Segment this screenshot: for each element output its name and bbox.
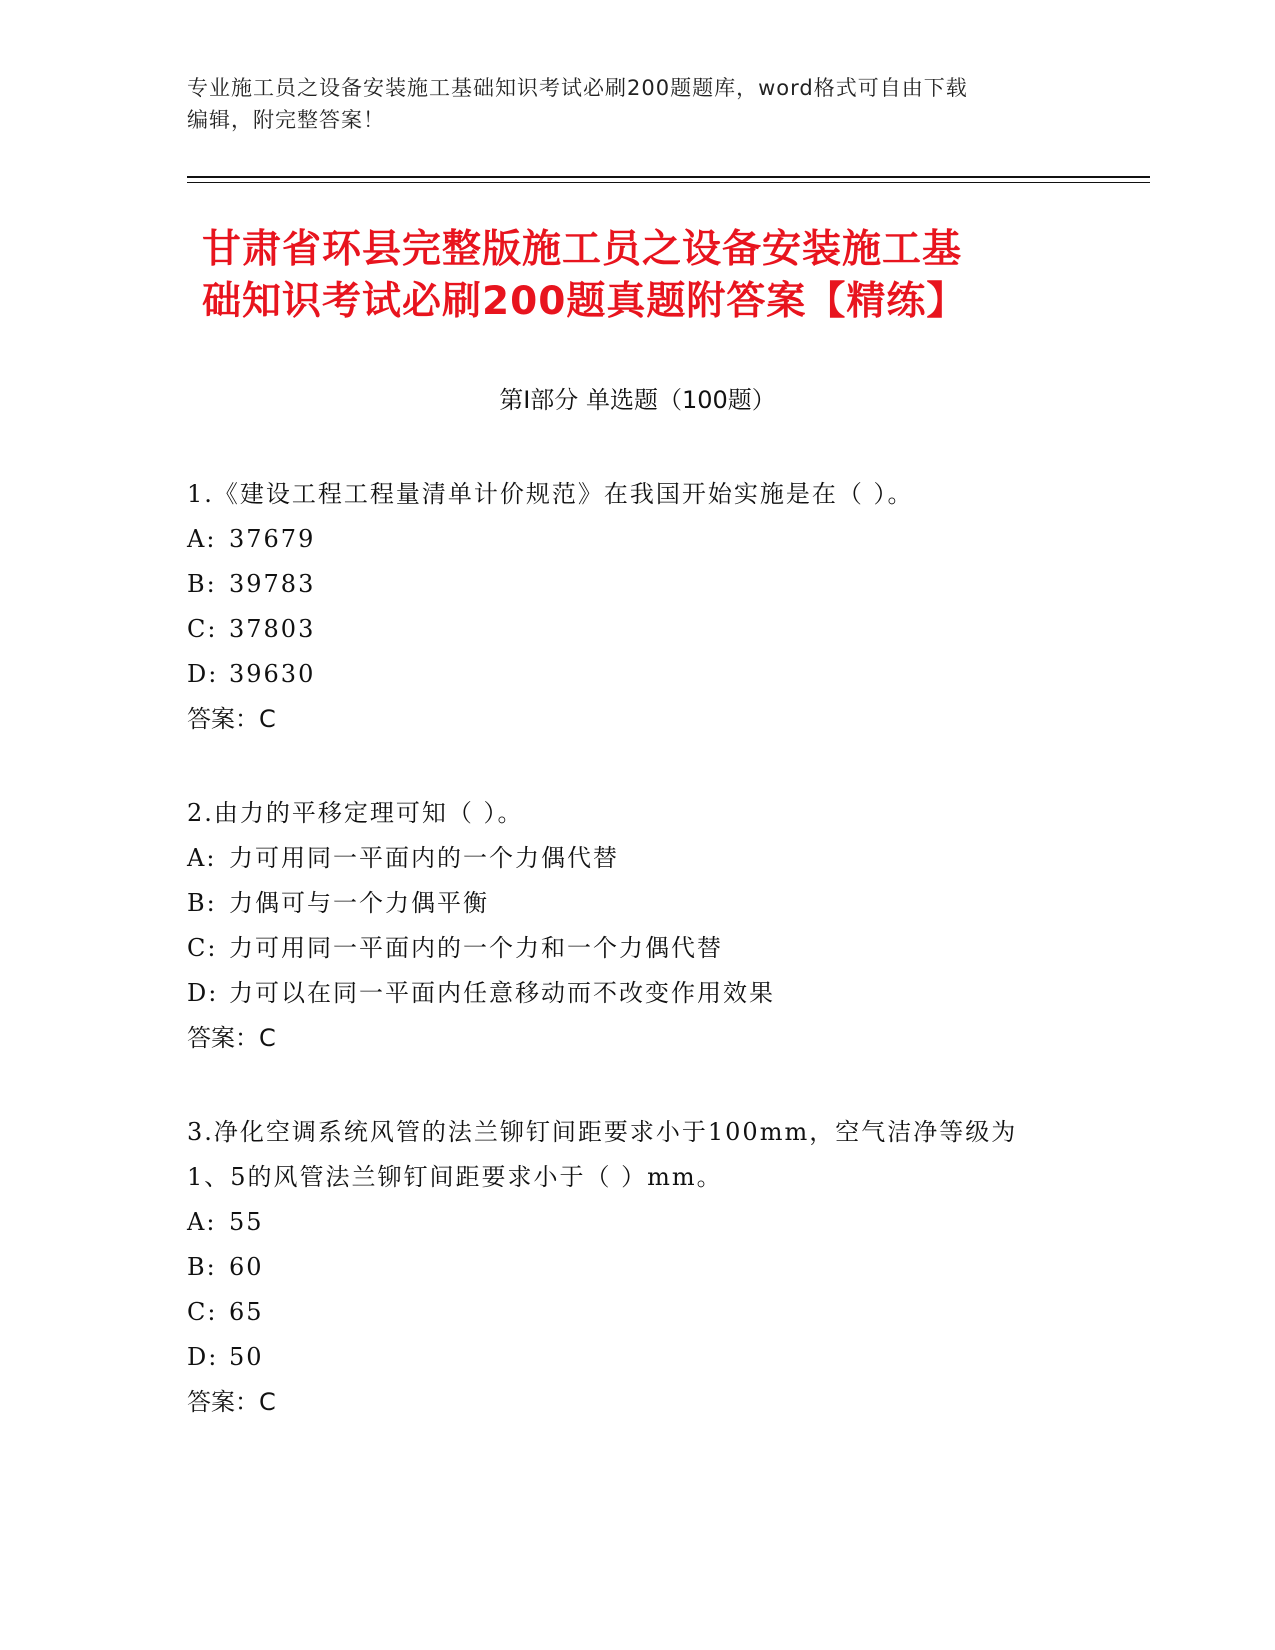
answer: 答案：C <box>187 1388 276 1416</box>
option-text: 39630 <box>229 660 316 688</box>
document-title-line-1: 甘肃省环县完整版施工员之设备安装施工基 <box>202 227 963 272</box>
option-c <box>187 607 1087 652</box>
question-2 <box>187 791 1087 1061</box>
option-c <box>187 1290 1087 1335</box>
option-letter: D: <box>187 979 219 1007</box>
question-stem-line-2: 1、5的风管法兰铆钉间距要求小于（ ）mm。 <box>187 1163 723 1191</box>
option-text: 60 <box>229 1253 264 1281</box>
option-letter: C: <box>187 1298 218 1326</box>
option-b <box>187 1245 1087 1290</box>
option-text: 37679 <box>229 525 316 553</box>
option-text: 力可以在同一平面内任意移动而不改变作用效果 <box>229 979 775 1007</box>
header-note <box>187 72 1067 136</box>
option-letter: A: <box>187 525 217 553</box>
question-3 <box>187 1110 1087 1425</box>
option-letter: B: <box>187 889 217 917</box>
option-text: 37803 <box>229 615 316 643</box>
option-d <box>187 1335 1087 1380</box>
option-b <box>187 881 1087 926</box>
option-a <box>187 836 1087 881</box>
option-a <box>187 517 1087 562</box>
option-letter: B: <box>187 570 217 598</box>
option-text: 50 <box>229 1343 264 1371</box>
header-note-line-2: 编辑，附完整答案！ <box>187 108 385 132</box>
option-text: 39783 <box>229 570 316 598</box>
option-text: 力偶可与一个力偶平衡 <box>229 889 489 917</box>
question-1 <box>187 472 1087 742</box>
question-stem-line-1: 3.净化空调系统风管的法兰铆钉间距要求小于100mm，空气洁净等级为 <box>187 1118 1018 1146</box>
header-divider-thick <box>187 176 1150 178</box>
option-b <box>187 562 1087 607</box>
option-letter: B: <box>187 1253 217 1281</box>
option-letter: D: <box>187 660 219 688</box>
option-c <box>187 926 1087 971</box>
header-divider-thin <box>187 182 1150 183</box>
answer: 答案：C <box>187 1024 276 1052</box>
option-letter: A: <box>187 1208 217 1236</box>
answer: 答案：C <box>187 705 276 733</box>
option-d <box>187 652 1087 697</box>
document-title-line-2: 础知识考试必刷200题真题附答案【精练】 <box>202 279 967 324</box>
option-letter: C: <box>187 934 218 962</box>
option-text: 55 <box>229 1208 264 1236</box>
option-text: 65 <box>229 1298 264 1326</box>
header-note-line-1: 专业施工员之设备安装施工基础知识考试必刷200题题库，word格式可自由下载 <box>187 76 968 100</box>
option-letter: D: <box>187 1343 219 1371</box>
document-title <box>202 224 1082 328</box>
question-stem: 1.《建设工程工程量清单计价规范》在我国开始实施是在（ ）。 <box>187 480 914 508</box>
question-stem: 2.由力的平移定理可知（ ）。 <box>187 799 524 827</box>
option-text: 力可用同一平面内的一个力偶代替 <box>229 844 619 872</box>
section-title: 第Ⅰ部分 单选题（100题） <box>499 386 776 414</box>
option-a <box>187 1200 1087 1245</box>
option-d <box>187 971 1087 1016</box>
option-letter: C: <box>187 615 218 643</box>
option-letter: A: <box>187 844 217 872</box>
option-text: 力可用同一平面内的一个力和一个力偶代替 <box>229 934 723 962</box>
